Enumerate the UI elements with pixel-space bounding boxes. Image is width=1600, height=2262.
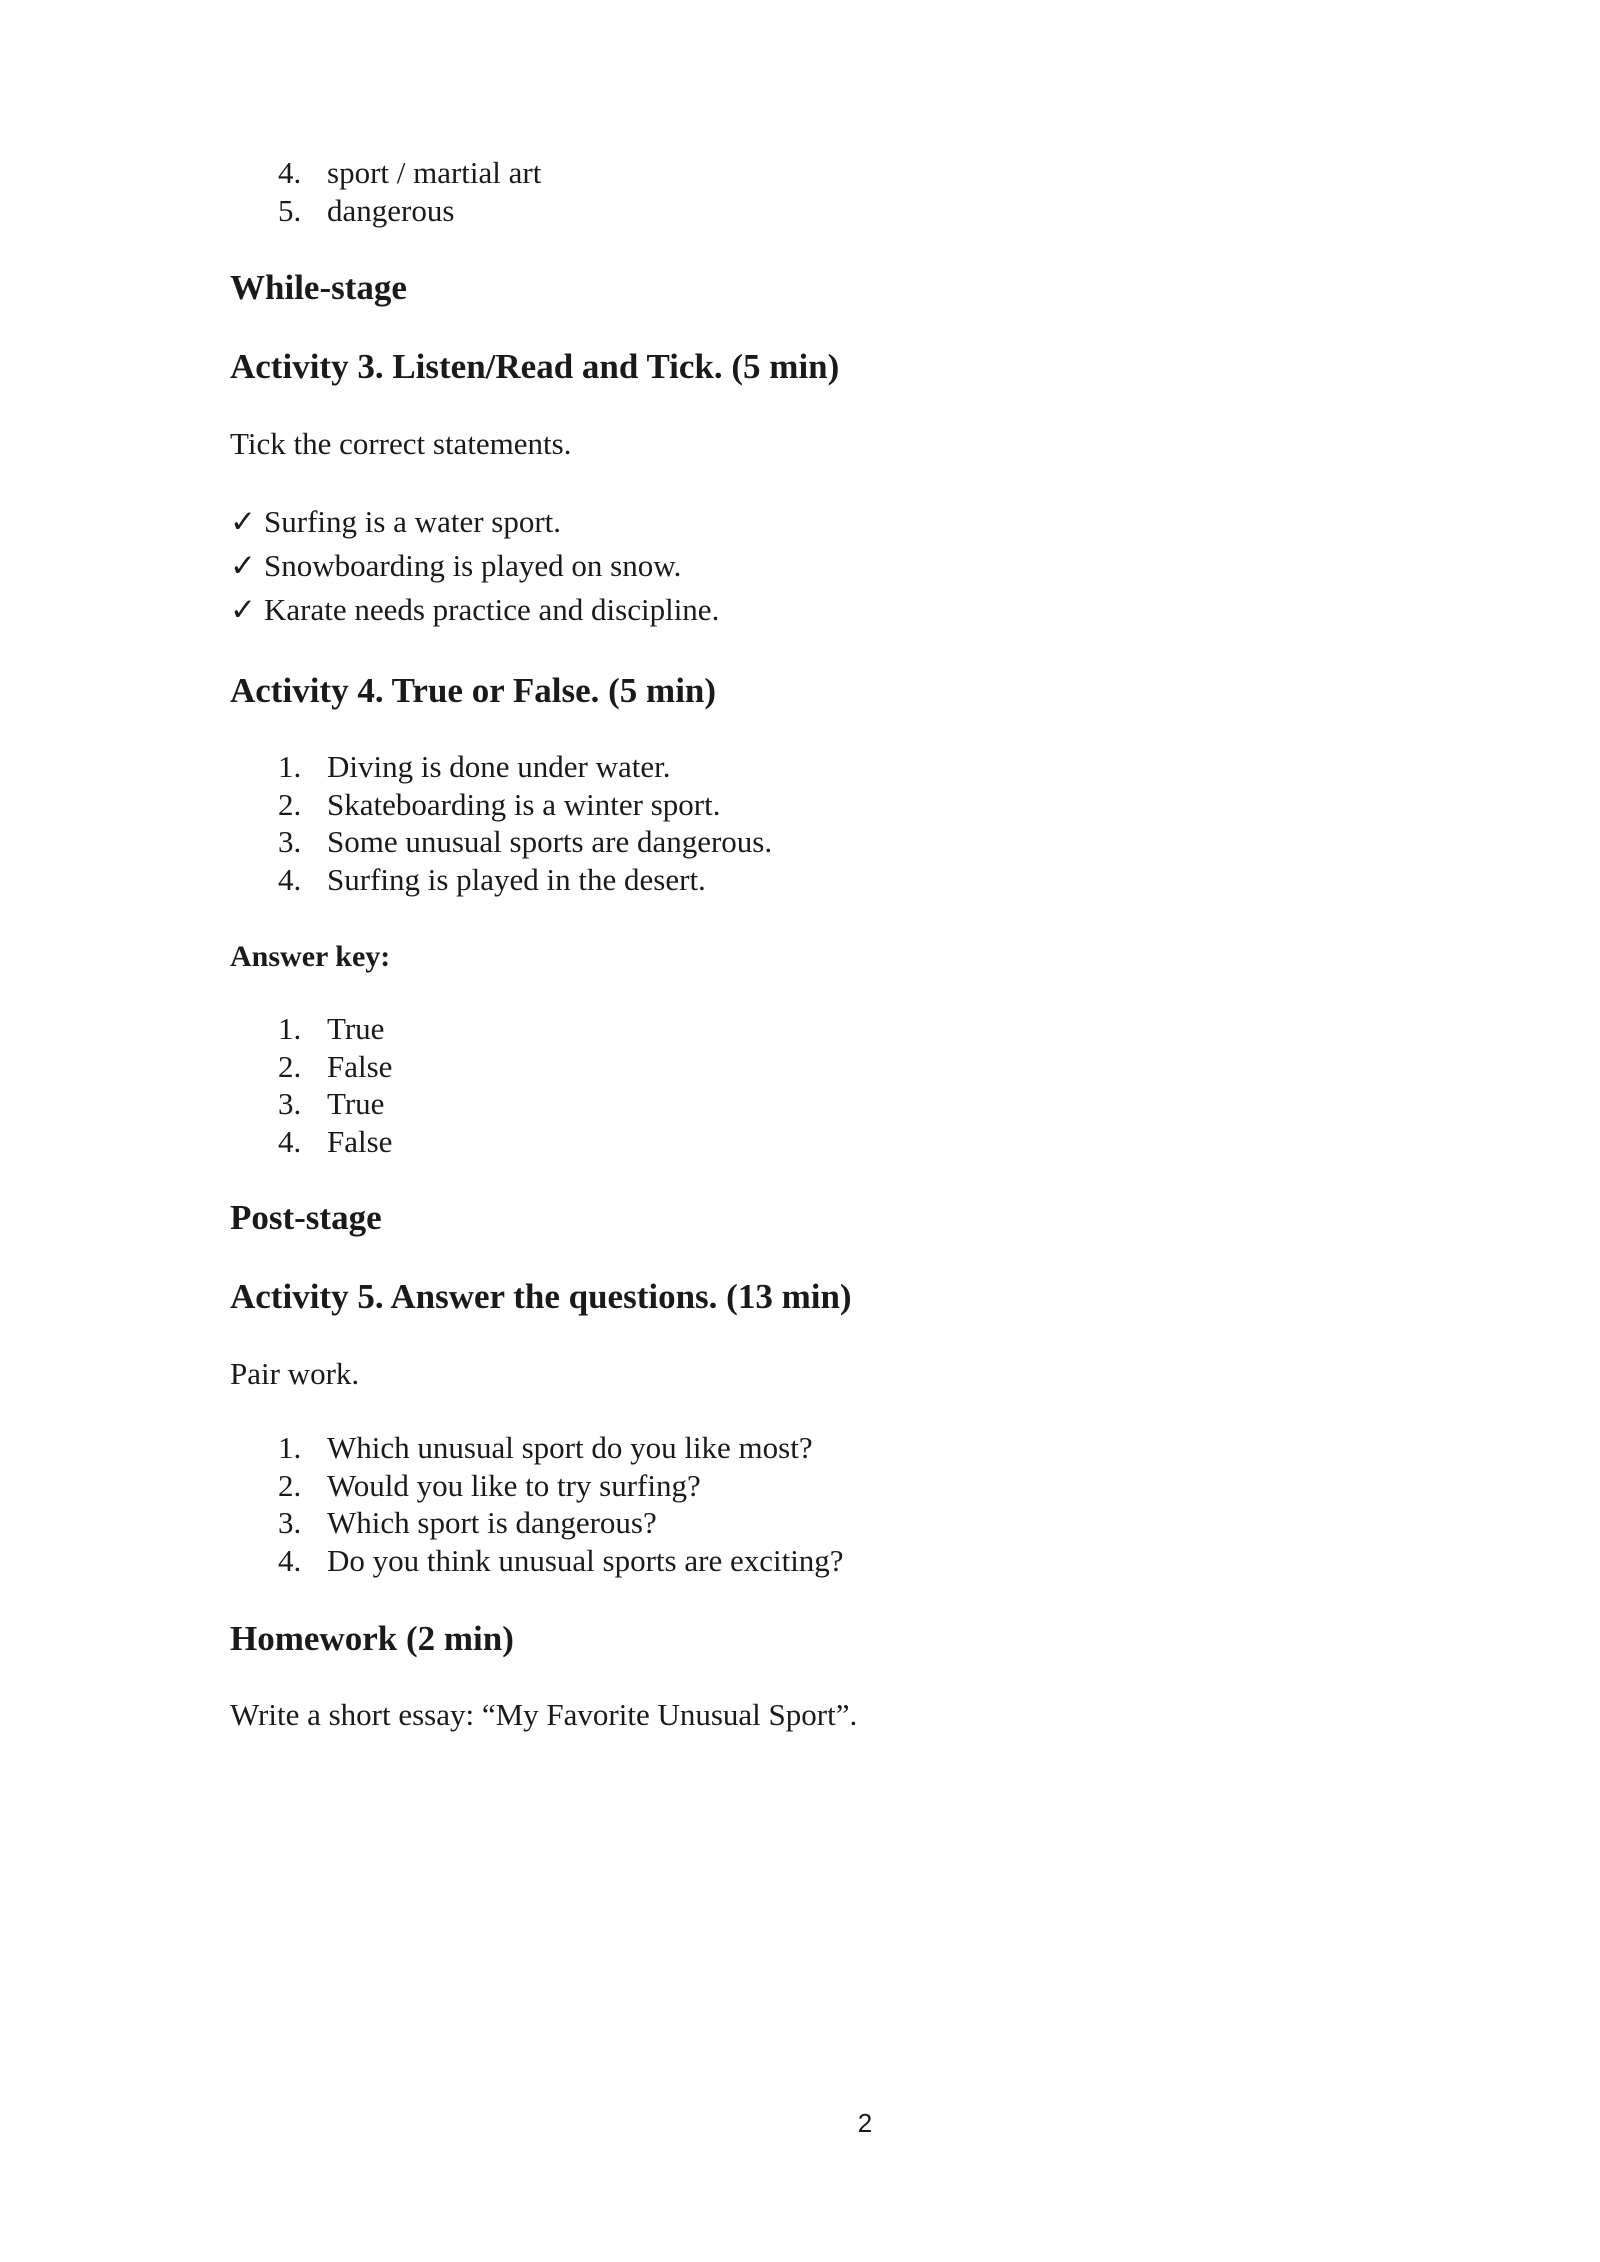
true-false-list: [230, 748, 772, 898]
activity-3-heading: Activity 3. Listen/Read and Tick. (5 min): [230, 347, 840, 386]
list-item: 1. Diving is done under water.: [278, 749, 671, 784]
list-item: 4. Do you think unusual sports are exciting?: [278, 1542, 844, 1578]
list-item: 3. Which sport is dangerous?: [278, 1505, 657, 1540]
check-mark-icon: ✓: [230, 548, 256, 583]
activity-5-instruction: Pair work.: [230, 1356, 360, 1391]
check-mark-icon: ✓: [230, 504, 256, 539]
tick-statements-list: [230, 500, 719, 632]
page-number: 2: [857, 2108, 873, 2138]
list-item: 4. False: [278, 1123, 393, 1159]
list-item: 2. False: [278, 1048, 393, 1084]
check-mark-icon: ✓: [230, 592, 256, 627]
questions-list: [230, 1429, 844, 1579]
homework-heading: Homework (2 min): [230, 1619, 514, 1658]
list-item: 3. True: [278, 1086, 385, 1121]
list-item: 2. Skateboarding is a winter sport.: [278, 786, 721, 822]
list-item: 1. Which unusual sport do you like most?: [278, 1430, 813, 1465]
activity-3-instruction: Tick the correct statements.: [230, 426, 572, 461]
list-item: 5. dangerous: [278, 192, 455, 228]
list-item: 1. True: [278, 1011, 385, 1046]
list-item: 2. Would you like to try surfing?: [278, 1467, 701, 1503]
answer-key-list: [230, 1010, 392, 1160]
answer-key-label: Answer key:: [230, 940, 391, 973]
activity-5-heading: Activity 5. Answer the questions. (13 min): [230, 1277, 852, 1316]
while-stage-heading: While-stage: [230, 268, 407, 307]
list-item: 4. sport / martial art: [278, 155, 542, 190]
list-item: ✓ Snowboarding is played on snow.: [230, 544, 719, 588]
homework-task: Write a short essay: “My Favorite Unusual Sport”.: [230, 1697, 858, 1732]
list-item: ✓ Karate needs practice and discipline.: [230, 588, 719, 632]
list-item: ✓ Surfing is a water sport.: [230, 500, 719, 544]
activity-4-heading: Activity 4. True or False. (5 min): [230, 671, 717, 710]
list-item: 3. Some unusual sports are dangerous.: [278, 824, 773, 859]
vocabulary-list-continued: [230, 154, 541, 229]
list-item: 4. Surfing is played in the desert.: [278, 861, 706, 897]
post-stage-heading: Post-stage: [230, 1198, 382, 1237]
